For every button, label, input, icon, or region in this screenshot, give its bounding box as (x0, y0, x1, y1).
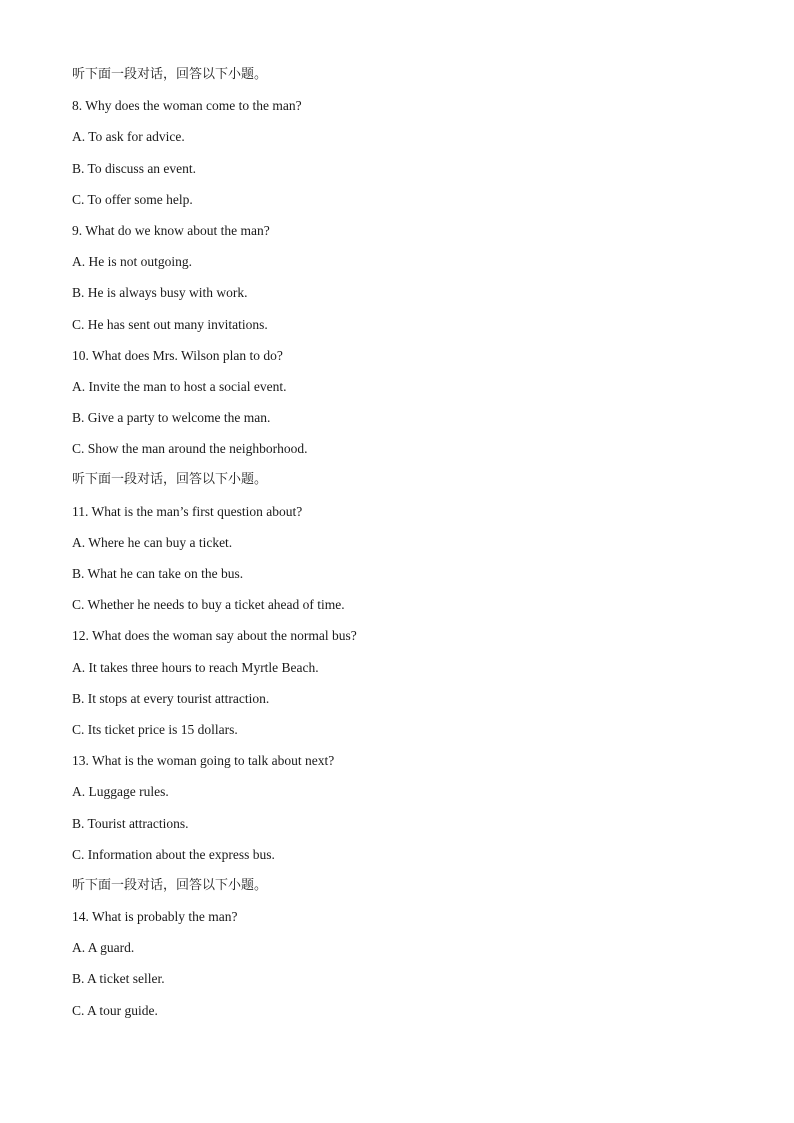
section-instruction: 听下面一段对话，回答以下小题。 (72, 472, 268, 488)
section-instruction: 听下面一段对话，回答以下小题。 (72, 67, 268, 82)
question-8-option-c: C. To offer some help. (72, 191, 193, 207)
question-8-option-a: A. To ask for advice. (72, 129, 185, 145)
question-9-option-a: A. He is not outgoing. (72, 254, 192, 270)
question-12-option-c: C. Its ticket price is 15 dollars. (72, 721, 238, 737)
question-12-option-b: B. It stops at every tourist attraction. (72, 690, 270, 706)
question-9: 9. What do we know about the man? (72, 222, 270, 238)
question-12-option-a: A. It takes three hours to reach Myrtle Beach. (72, 659, 319, 675)
question-9-option-c: C. He has sent out many invitations. (72, 316, 268, 332)
question-14-option-b: B. A ticket seller. (72, 971, 165, 987)
question-13-option-b: B. Tourist attractions. (72, 815, 189, 831)
question-13: 13. What is the woman going to talk about next? (72, 753, 335, 769)
question-10-option-a: A. Invite the man to host a social event. (72, 378, 287, 394)
question-9-option-b: B. He is always busy with work. (72, 285, 248, 301)
section-instruction: 听下面一段对话，回答以下小题。 (72, 877, 268, 893)
question-8: 8. Why does the woman come to the man? (72, 98, 302, 114)
question-14-option-c: C. A tour guide. (72, 1002, 158, 1018)
question-11-option-a: A. Where he can buy a ticket. (72, 534, 233, 550)
question-10-option-c: C. Show the man around the neighborhood. (72, 441, 308, 457)
question-11-option-b: B. What he can take on the bus. (72, 566, 244, 581)
question-13-option-c: C. Information about the express bus. (72, 846, 275, 862)
question-12: 12. What does the woman say about the normal bus? (72, 628, 357, 644)
question-14-option-a: A. A guard. (72, 940, 135, 956)
question-8-option-b: B. To discuss an event. (72, 160, 197, 176)
question-11: 11. What is the man’s first question about? (72, 503, 303, 519)
document-page (72, 64, 732, 1031)
question-10: 10. What does Mrs. Wilson plan to do? (72, 347, 283, 363)
question-11-option-c: C. Whether he needs to buy a ticket ahead of time. (72, 597, 345, 613)
question-10-option-b: B. Give a party to welcome the man. (72, 410, 271, 426)
question-14: 14. What is probably the man? (72, 909, 238, 925)
question-13-option-a: A. Luggage rules. (72, 784, 169, 800)
